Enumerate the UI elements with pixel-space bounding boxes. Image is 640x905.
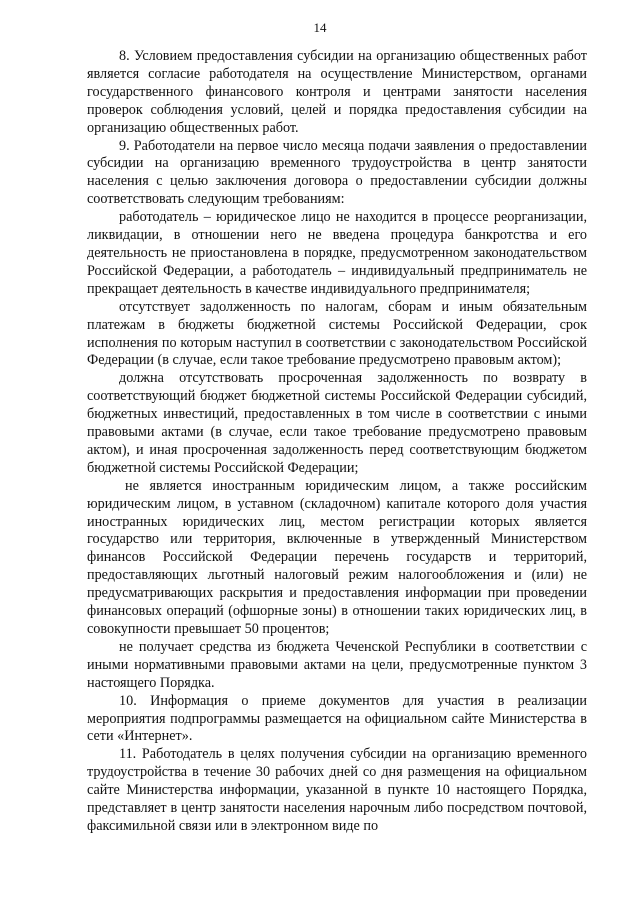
requirement-no-reorganization: работодатель – юридическое лицо не находится в процессе реорганизации, ликвидации, в отношении него не введена процедура банкротства и его деятельность не приостановлена в порядке, предусмотренном законодательством Российской Федерации, а работодатель – индивидуальный предприниматель не прекращает деятельность в качестве индивидуального предпринимателя; <box>87 209 587 297</box>
paragraph-8: 8. Условием предоставления субсидии на организацию общественных работ является согласие работодателя на осуществление Министерством, органами государственного финансового контроля и центрами занятости населения проверок соблюдения условий, целей и порядка предоставления субсидии на организацию общественных работ. <box>87 48 587 136</box>
requirement-no-tax-debt: отсутствует задолженность по налогам, сборам и иным обязательным платежам в бюджеты бюджетной системы Российской Федерации, срок исполнения по которым наступил в соответствии с законодательством Российской Федерации (в случае, если такое требование предусмотрено правовым актом); <box>87 298 587 369</box>
paragraph-9: 9. Работодатели на первое число месяца подачи заявления о предоставлении субсидии на организацию временного трудоустройства в центр занятости населения с целью заключения договора о предоставлении субсидии должны соответствовать следующим требованиям: <box>87 137 587 208</box>
document-body <box>87 48 587 836</box>
requirement-no-other-funds: не получает средства из бюджета Чеченской Республики в соответствии с иными нормативными правовыми актами на цели, предусмотренные пунктом 3 настоящего Порядка. <box>87 638 587 691</box>
paragraph-10: 10. Информация о приеме документов для участия в реализации мероприятия подпрограммы размещается на официальном сайте Министерства в сети «Интернет». <box>87 692 587 745</box>
requirement-no-overdue-debt: должна отсутствовать просроченная задолженность по возврату в соответствующий бюджет бюджетной системы Российской Федерации субсидий, бюджетных инвестиций, предоставленных в том числе в соответствии с иными правовыми актами (в случае, если такое требование предусмотрено правовым актом), и иная просроченная задолженность перед соответствующим бюджетом бюджетной системы Российской Федерации; <box>87 370 587 476</box>
paragraph-11: 11. Работодатель в целях получения субсидии на организацию временного трудоустройства в течение 30 рабочих дней со дня размещения на официальном сайте Министерства информации, указанной в пункте 10 настоящего Порядка, представляет в центр занятости населения нарочным либо посредством почтовой, факсимильной связи или в электронном виде по <box>87 746 587 834</box>
requirement-not-foreign-entity: не является иностранным юридическим лицом, а также российским юридическим лицом, в уставном (складочном) капитале которого доля участия иностранных юридических лиц, местом регистрации которых является государство или территория, включенные в утвержденный Министерством финансов Российской Федерации перечень государств и территорий, предоставляющих льготный налоговый режим налогообложения и (или) не предусматривающих раскрытия и предоставления информации при проведении финансовых операций (офшорные зоны) в отношении таких юридических лиц, в совокупности превышает 50 процентов; <box>87 477 587 637</box>
page-number: 14 <box>313 20 327 35</box>
